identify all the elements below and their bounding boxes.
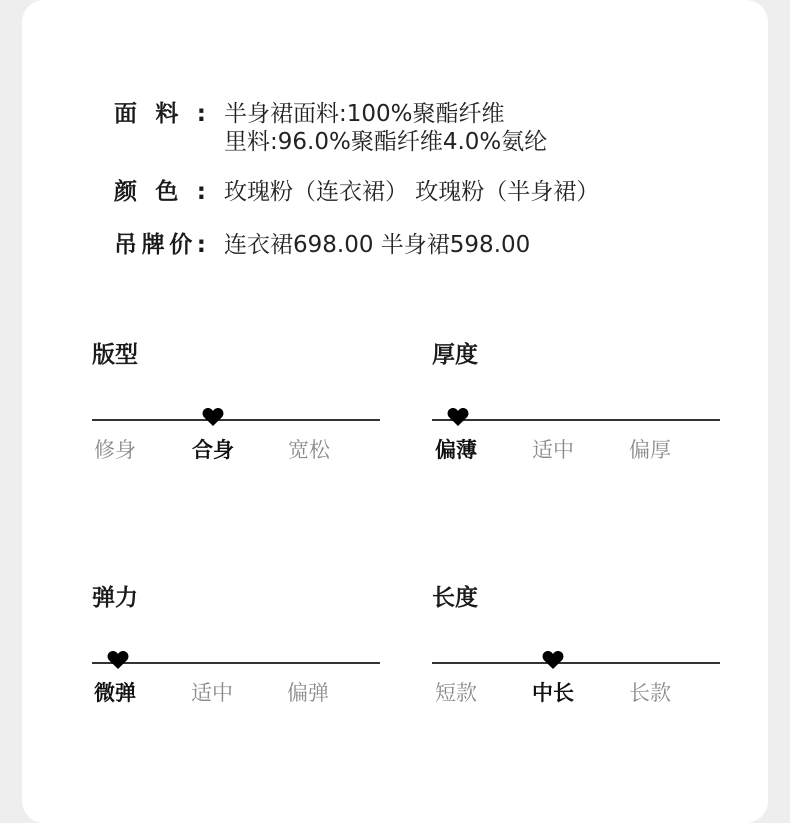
price-value: 连衣裙698.00 半身裙598.00 [224, 232, 531, 258]
color-label [114, 178, 224, 206]
scale-length-line [432, 662, 720, 664]
price-row [114, 231, 530, 259]
price-label [114, 231, 224, 259]
scale-elasticity-option: 微弹 [94, 681, 136, 705]
color-label-text: 颜色: [114, 179, 206, 205]
price-values [224, 231, 530, 259]
scale-elasticity-option: 偏弹 [287, 681, 329, 705]
scale-fit-option: 宽松 [288, 438, 330, 462]
scale-length-option: 中长 [532, 681, 574, 705]
fabric-values [224, 100, 547, 156]
heart-icon [202, 407, 224, 427]
scale-length-title: 长度 [432, 585, 478, 611]
heart-icon [542, 650, 564, 670]
scale-elasticity-title: 弹力 [92, 585, 138, 611]
scale-thickness-option: 偏厚 [629, 438, 671, 462]
scale-fit-option: 合身 [192, 438, 234, 462]
scale-length-option: 长款 [629, 681, 671, 705]
scale-fit-option: 修身 [94, 438, 136, 462]
fabric-row [114, 100, 547, 156]
scale-elasticity-option: 适中 [191, 681, 233, 705]
scale-fit-title: 版型 [92, 342, 138, 368]
scale-thickness-title: 厚度 [432, 342, 478, 368]
price-label-text: 吊牌价: [114, 232, 206, 258]
color-value: 玫瑰粉（连衣裙） 玫瑰粉（半身裙） [224, 179, 600, 205]
scale-elasticity-line [92, 662, 380, 664]
product-info-card [22, 0, 768, 823]
scale-thickness-option: 适中 [532, 438, 574, 462]
fabric-outer-value: 半身裙面料:100%聚酯纤维 [224, 101, 505, 127]
fabric-label [114, 100, 224, 156]
scale-thickness-line [432, 419, 720, 421]
fabric-lining-value: 里料:96.0%聚酯纤维4.0%氨纶 [224, 129, 548, 155]
scale-fit-line [92, 419, 380, 421]
fabric-label-text: 面料: [114, 101, 206, 127]
color-row [114, 178, 599, 206]
scale-length-option: 短款 [435, 681, 477, 705]
color-values [224, 178, 599, 206]
heart-icon [107, 650, 129, 670]
heart-icon [447, 407, 469, 427]
scale-thickness-option: 偏薄 [435, 438, 477, 462]
